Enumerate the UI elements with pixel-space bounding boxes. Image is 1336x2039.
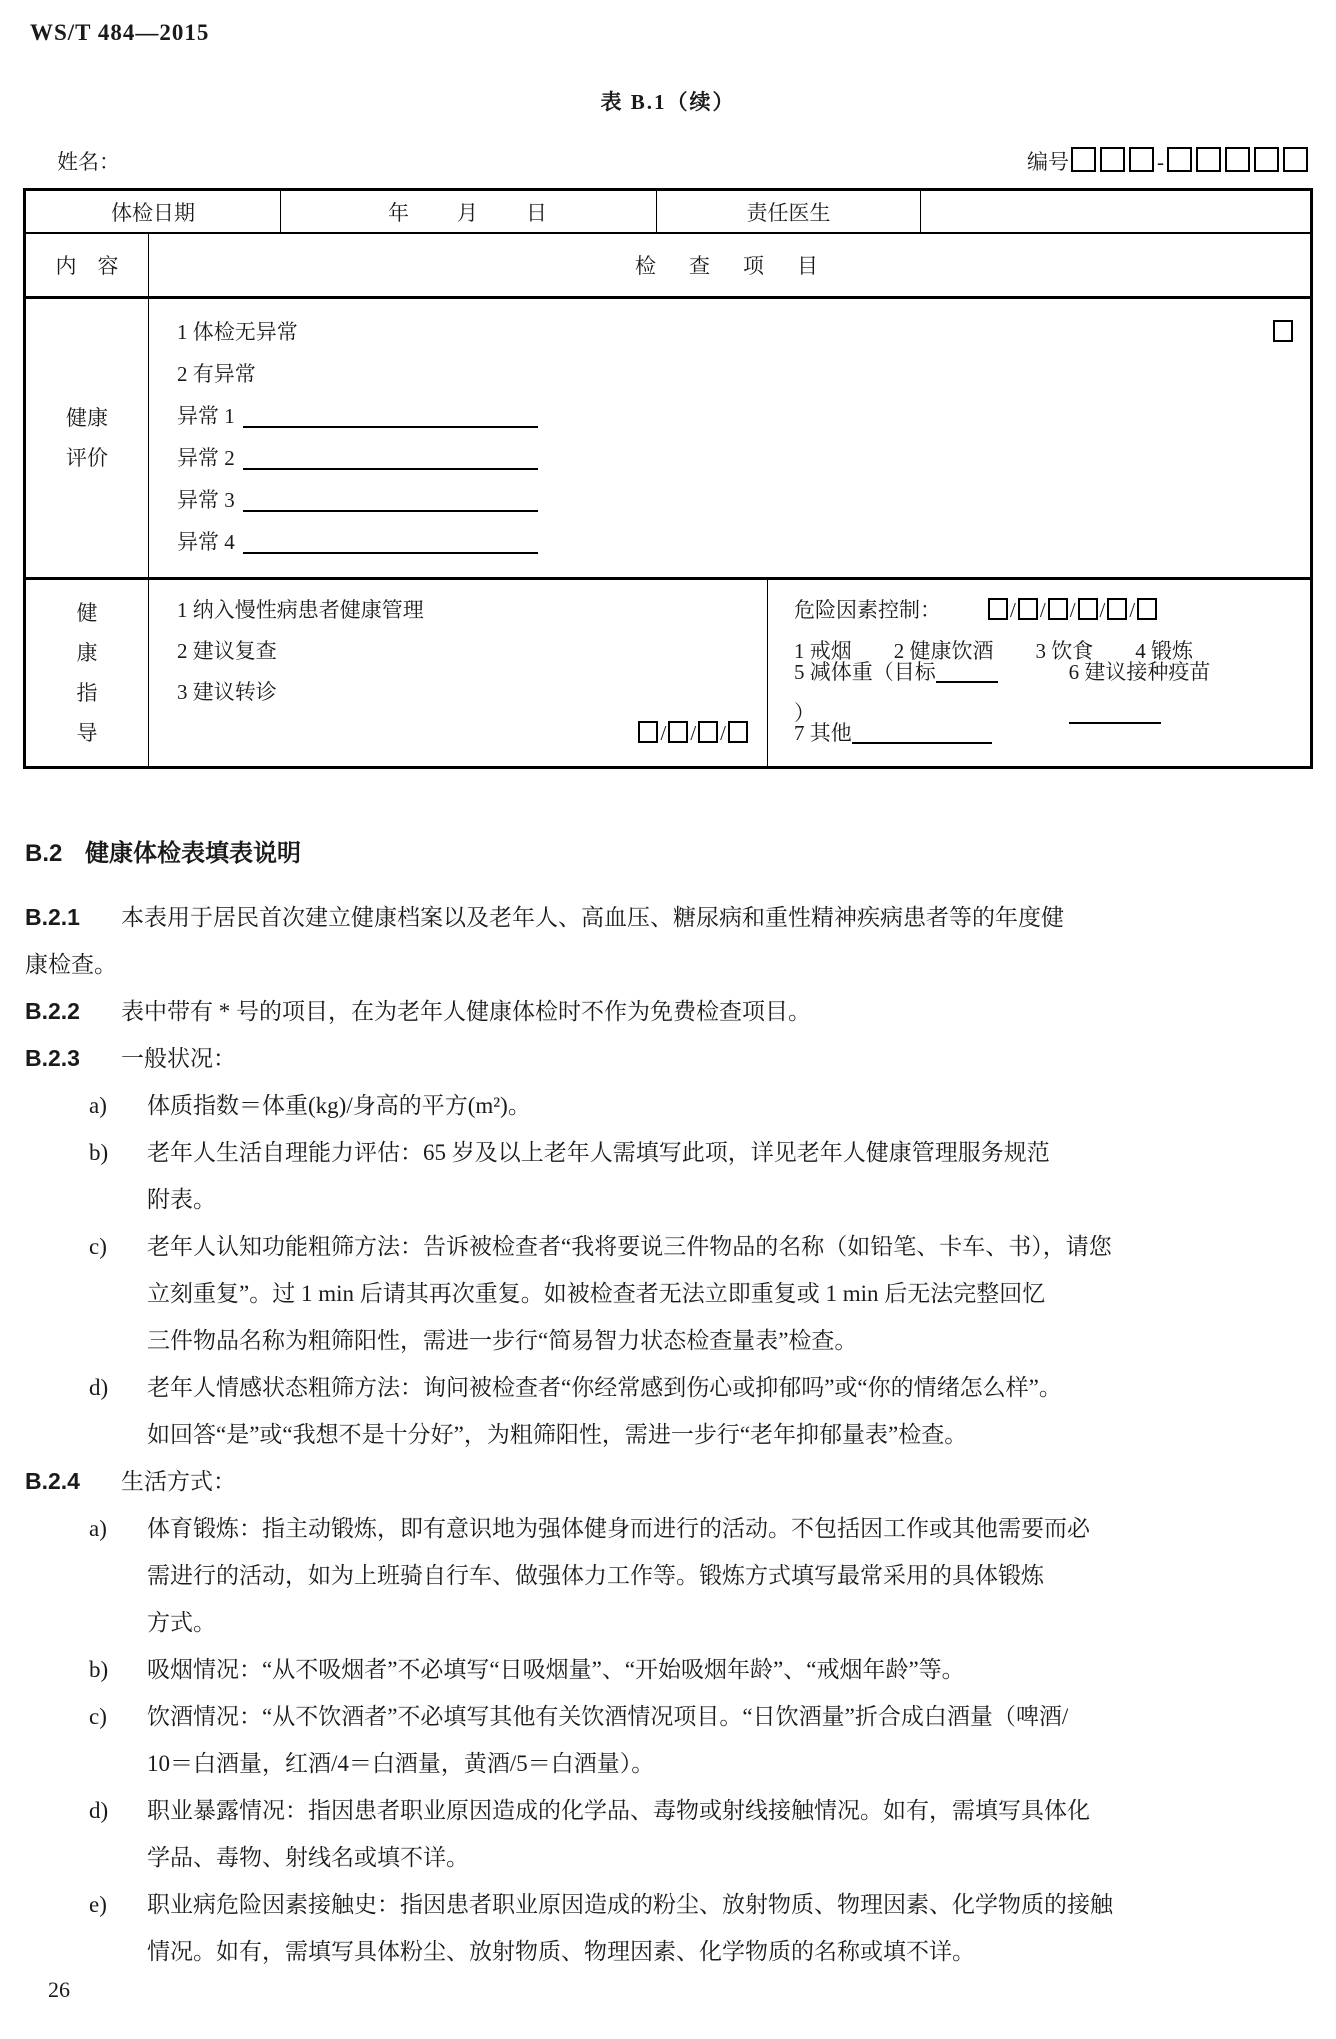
checkbox-icon[interactable]	[1107, 598, 1127, 620]
checkbox-icon[interactable]	[1071, 147, 1096, 172]
checkbox-icon[interactable]	[1283, 147, 1308, 172]
checkbox-icon[interactable]	[1018, 598, 1038, 620]
checkbox-icon[interactable]	[1137, 598, 1157, 620]
note-b24-c-line1: c) 饮酒情况：“从不饮酒者”不必填写其他有关饮酒情况项目。“日饮酒量”折合成白酒量（啤酒/	[89, 1704, 1069, 1729]
serial-label: 编号	[1027, 150, 1069, 174]
checkbox-icon[interactable]	[698, 721, 718, 743]
note-b24-e-line1: e) 职业病危险因素接触史：指因患者职业原因造成的粉尘、放射物质、物理因素、化学物质的接触	[89, 1892, 1113, 1917]
checkbox-separator: -	[1157, 150, 1164, 174]
table-row-content-header	[26, 234, 1310, 299]
abnormal-1-fill-line[interactable]	[243, 405, 538, 428]
checkbox-icon[interactable]	[988, 598, 1008, 620]
abnormal-item-4: 异常 4	[177, 521, 1294, 563]
guidance-item-2: 2 建议复查	[177, 639, 277, 663]
weight-option: 5 减体重（目标）	[794, 652, 1011, 734]
table-row-guidance	[26, 580, 1310, 766]
checkbox-separator: /	[720, 721, 726, 745]
checkbox-separator: /	[1099, 598, 1106, 622]
checkbox-icon[interactable]	[1129, 147, 1154, 172]
risk-control-checkboxes[interactable]	[987, 590, 1158, 631]
checkbox-icon[interactable]	[1167, 147, 1192, 172]
guidance-right-cell	[768, 580, 1310, 766]
evaluation-option-abnormal: 2 有异常	[177, 362, 256, 386]
note-b24-c-line2: 10＝白酒量，红酒/4＝白酒量，黄酒/5＝白酒量）。	[147, 1751, 655, 1776]
guidance-left-cell	[149, 580, 768, 766]
note-b23-d-line1: d) 老年人情感状态粗筛方法：询问被检查者“你经常感到伤心或抑郁吗”或“你的情绪怎么样”。	[89, 1375, 1062, 1400]
note-b24-a-line2: 需进行的活动，如为上班骑自行车、做强体力工作等。锻炼方式填写最常采用的具体锻炼	[147, 1563, 1044, 1588]
note-b24-a-line3: 方式。	[147, 1610, 216, 1635]
note-b24-b: b) 吸烟情况：“从不吸烟者”不必填写“日吸烟量”、“开始吸烟年龄”、“戒烟年龄”等。	[89, 1657, 965, 1682]
checkbox-icon[interactable]	[668, 721, 688, 743]
checkbox-separator: /	[1039, 598, 1046, 622]
serial-boxes[interactable]	[1069, 147, 1310, 175]
weight-goal-fill-line[interactable]	[936, 660, 998, 683]
checkbox-icon[interactable]	[728, 721, 748, 743]
note-b22-line1: B.2.2 表中带有 * 号的项目，在为老年人健康体检时不作为免费检查项目。	[25, 998, 811, 1024]
note-b23-b-line1: b) 老年人生活自理能力评估：65 岁及以上老年人需填写此项，详见老年人健康管理服务规范	[89, 1140, 1050, 1165]
evaluation-body	[149, 299, 1310, 577]
note-b23-c-line1: c) 老年人认知功能粗筛方法：告诉被检查者“我将要说三件物品的名称（如铅笔、卡车、书），请您	[89, 1234, 1112, 1259]
checkbox-icon[interactable]	[1225, 147, 1250, 172]
abnormal-4-fill-line[interactable]	[243, 531, 538, 554]
note-b24-d-line2: 学品、毒物、射线名或填不详。	[147, 1845, 469, 1870]
risk-weight-vaccine-line	[794, 659, 1294, 725]
other-fill-line[interactable]	[852, 721, 992, 744]
normal-checkbox[interactable]	[1272, 311, 1294, 353]
note-b24-a-line1: a) 体育锻炼：指主动锻炼，即有意识地为强体健身而进行的活动。不包括因工作或其他需要而必	[89, 1516, 1090, 1541]
risk-control-label: 危险因素控制：	[794, 598, 941, 622]
standard-code: WS/T 484—2015	[30, 20, 210, 45]
risk-options-line: 1 戒烟 2 健康饮酒 3 饮食 4 锻炼	[794, 639, 1193, 663]
checkbox-separator: /	[1129, 598, 1136, 622]
other-option-line: 7 其他	[794, 713, 1294, 754]
note-b21-line2: 康检查。	[25, 952, 117, 977]
guidance-row-label: 健 康 指 导	[26, 580, 149, 766]
checkbox-separator: /	[1010, 598, 1016, 622]
note-b21-line1: B.2.1 本表用于居民首次建立健康档案以及老年人、高血压、糖尿病和重性精神疾病患者等的年度健	[25, 904, 1064, 930]
notes-section	[0, 833, 1336, 1975]
abnormal-3-fill-line[interactable]	[243, 489, 538, 512]
health-exam-table	[23, 188, 1313, 769]
note-b23-line1: B.2.3 一般状况：	[25, 1045, 236, 1071]
notes-heading	[25, 833, 1311, 868]
evaluation-option-normal: 1 体检无异常	[177, 311, 1294, 353]
guidance-checkbox-row[interactable]	[177, 713, 753, 754]
risk-control-line	[794, 590, 1294, 631]
note-b24-line1: B.2.4 生活方式：	[25, 1468, 236, 1494]
note-b23-b-line2: 附表。	[147, 1187, 216, 1212]
checkbox-separator: /	[660, 721, 667, 745]
checkbox-icon[interactable]	[1254, 147, 1279, 172]
exam-date-field[interactable]: 年 月 日	[281, 191, 657, 232]
note-b24-e-line2: 情况。如有，需填写具体粉尘、放射物质、物理因素、化学物质的名称或填不详。	[147, 1939, 975, 1964]
checkbox-icon[interactable]	[1273, 320, 1293, 342]
notes-heading-title: 健康体检表填表说明	[85, 840, 301, 867]
checkbox-icon[interactable]	[1078, 598, 1098, 620]
abnormal-item-3: 异常 3	[177, 479, 1294, 521]
abnormal-item-2: 异常 2	[177, 437, 1294, 479]
checkbox-icon[interactable]	[638, 721, 658, 743]
exam-items-header: 检 查 项 目	[635, 254, 824, 278]
note-b23-c-line2: 立刻重复”。过 1 min 后请其再次重复。如被检查者无法立即重复或 1 min 后无法完整回忆	[147, 1281, 1046, 1306]
table-row-evaluation	[26, 299, 1310, 580]
responsible-doctor-label: 责任医生	[657, 191, 921, 232]
content-column-label: 内 容	[26, 234, 149, 296]
notes-heading-label: B.2	[25, 840, 63, 867]
checkbox-separator: /	[1069, 598, 1076, 622]
serial-number-group	[1027, 146, 1310, 176]
note-b23-c-line3: 三件物品名称为粗筛阳性，需进一步行“简易智力状态检查量表”检查。	[147, 1328, 858, 1353]
exam-date-label: 体检日期	[26, 191, 281, 232]
checkbox-icon[interactable]	[1100, 147, 1125, 172]
vaccine-fill-line[interactable]	[1069, 701, 1161, 724]
note-b24-d-line1: d) 职业暴露情况：指因患者职业原因造成的化学品、毒物或射线接触情况。如有，需填写具体化	[89, 1798, 1090, 1823]
name-serial-row	[0, 146, 1336, 176]
table-row-header	[26, 191, 1310, 234]
guidance-item-1: 1 纳入慢性病患者健康管理	[177, 598, 424, 622]
guidance-item-3: 3 建议转诊	[177, 680, 277, 704]
abnormal-2-fill-line[interactable]	[243, 447, 538, 470]
checkbox-separator: /	[690, 721, 697, 745]
page-number: 26	[48, 1977, 70, 2002]
notes-body	[25, 894, 1311, 1975]
checkbox-icon[interactable]	[1196, 147, 1221, 172]
note-b23-d-line2: 如回答“是”或“我想不是十分好”，为粗筛阳性，需进一步行“老年抑郁量表”检查。	[147, 1422, 968, 1447]
responsible-doctor-field[interactable]	[921, 191, 1310, 232]
abnormal-item-1: 异常 1	[177, 395, 1294, 437]
vaccine-option: 6 建议接种疫苗	[1069, 652, 1294, 734]
table-title: 表 B.1（续）	[600, 90, 736, 114]
checkbox-icon[interactable]	[1048, 598, 1068, 620]
note-b23-a: a) 体质指数＝体重(kg)/身高的平方(m²)。	[89, 1093, 531, 1118]
evaluation-row-label: 健康 评价	[26, 299, 149, 577]
name-label: 姓名：	[57, 150, 120, 174]
